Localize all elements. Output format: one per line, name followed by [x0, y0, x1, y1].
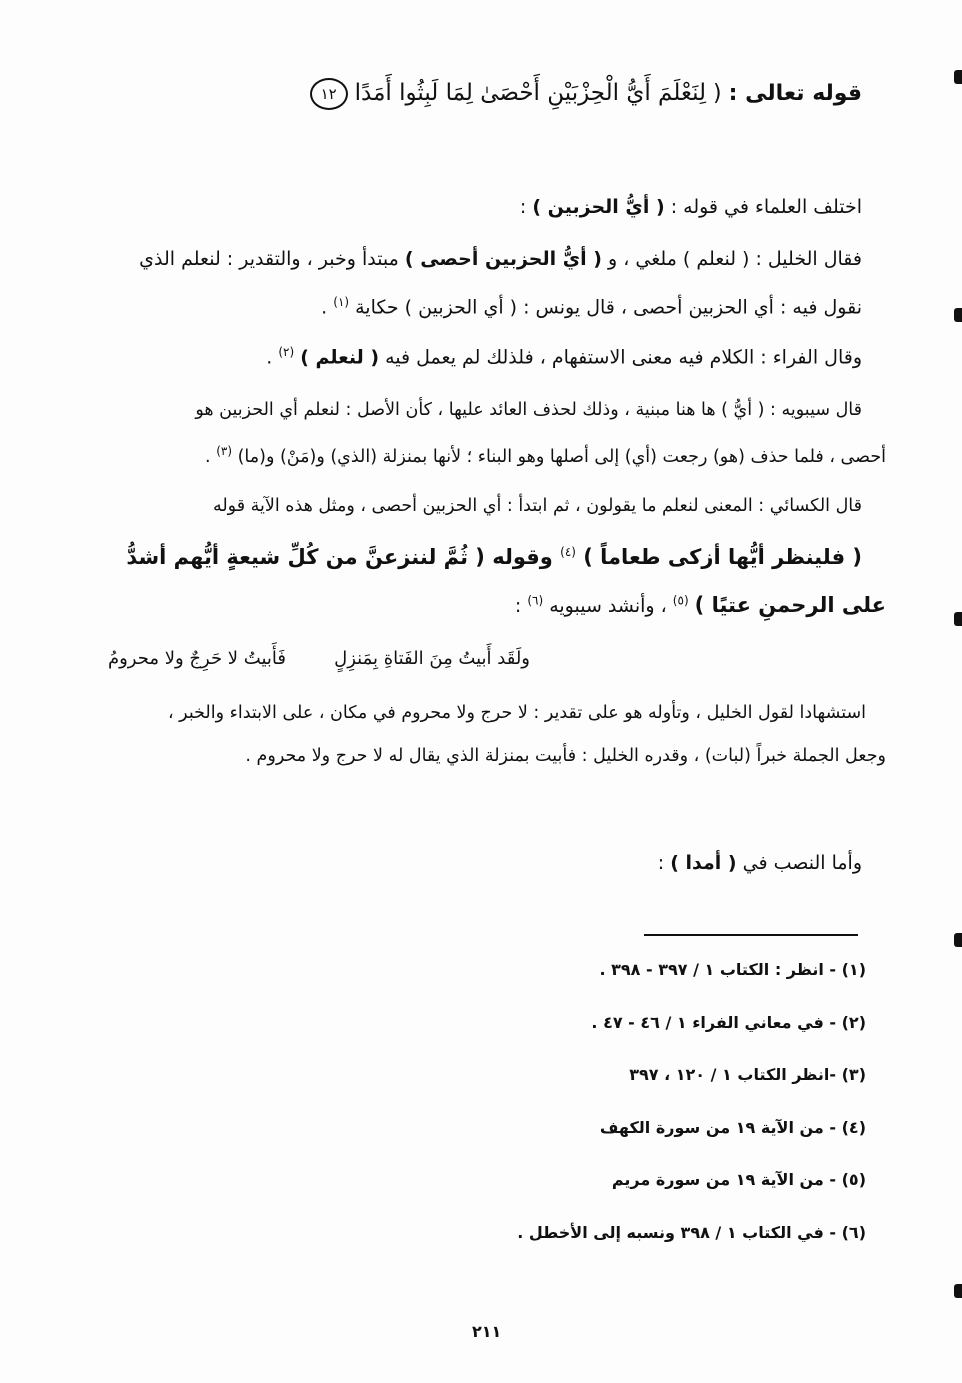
punctuation: :	[657, 852, 665, 874]
quoted-verse: ( فلينظر أيُّها أزكى طعاماً )	[583, 545, 862, 569]
footnote-ref: (٦)	[527, 593, 544, 608]
paragraph-3	[266, 345, 862, 368]
text-segment: وقوله	[492, 545, 553, 569]
text-segment: مبتدأ وخبر ، والتقدير : لنعلم الذي	[139, 248, 399, 270]
text-segment: استشهادا لقول الخليل ، وتأوله هو على تقدير : لا حرج ولا محروم في مكان ، على الابتداء والخبر ،	[167, 703, 866, 723]
footnote-number: (٦)	[841, 1223, 866, 1242]
footnote-ref: (٥)	[672, 593, 689, 608]
scan-edge-mark	[954, 612, 962, 626]
paragraph-6-line-1	[168, 703, 866, 723]
quoted-verse: على الرحمنِ عتيًا )	[694, 593, 886, 617]
text-segment: قال سيبويه : ( أيُّ ) ها هنا مبنية ، وذلك لحذف العائد عليها ، كأن الأصل : لنعلم أي الحزبين هو	[195, 400, 862, 420]
poem-first-hemistich	[334, 648, 530, 669]
paragraph-5-line-1	[213, 496, 862, 516]
footnote-text: - انظر : الكتاب ١ / ٣٩٧ - ٣٩٨ .	[599, 960, 837, 979]
paragraph-2-line-2	[321, 295, 862, 318]
text-segment: أحصى ، فلما حذف (هو) رجعت (أي) إلى أصلها وهو البناء ؛ لأنها بمنزلة (الذي) و(مَنْ) و(ما)	[237, 446, 886, 467]
punctuation: .	[266, 346, 273, 369]
footnote-text: - من الآية ١٩ من سورة الكهف	[599, 1118, 837, 1137]
footnote-number: (٢)	[841, 1013, 866, 1032]
verse-open-paren: (	[713, 81, 722, 106]
scan-edge-mark	[954, 70, 962, 84]
paragraph-4-line-1	[195, 400, 862, 420]
footnote-ref: (٣)	[216, 444, 233, 458]
page-number: ٢١١	[472, 1322, 502, 1341]
punctuation: :	[514, 595, 522, 617]
text-segment: فقال الخليل : ( لنعلم ) ملغي ، و	[608, 248, 862, 270]
poem-second-hemistich	[108, 648, 286, 669]
punctuation: :	[519, 196, 527, 218]
paragraph-6-line-2	[245, 746, 886, 766]
paragraph-5-line-2	[126, 545, 862, 569]
quoted-phrase: ( أيُّ الحزبين أحصى )	[404, 248, 602, 270]
scan-edge-mark	[954, 933, 962, 947]
footnote-ref: (١)	[333, 295, 350, 309]
footnote-2	[591, 1013, 866, 1032]
paragraph-1-text: اختلف العلماء في قوله :	[670, 196, 862, 218]
text-segment: وقال الفراء : الكلام فيه معنى الاستفهام ، فلذلك لم يعمل فيه	[385, 346, 862, 369]
text-segment: وأما النصب في	[742, 852, 862, 874]
scan-edge-mark	[954, 1284, 962, 1298]
quoted-verse: ( ثُمَّ لننزعنَّ من كُلِّ شيعةٍ أيُّهم أشدُّ	[126, 545, 485, 569]
footnote-4	[600, 1118, 866, 1137]
quoted-phrase: ( أيُّ الحزبين )	[532, 196, 665, 218]
footnote-1	[599, 960, 866, 979]
paragraph-2-line-1	[139, 248, 862, 270]
text-segment: قال الكسائي : المعنى لنعلم ما يقولون ، ثم ابتدأ : أي الحزبين أحصى ، ومثل هذه الآية قوله	[212, 496, 862, 516]
text-segment: وجعل الجملة خبراً (لبات) ، وقدره الخليل : فأبيت بمنزلة الذي يقال له لا حرج ولا محروم .	[245, 746, 886, 766]
quoted-phrase: ( أمدا )	[670, 852, 737, 874]
footnote-number: (١)	[841, 960, 866, 979]
footnote-text: - في الكتاب ١ / ٣٩٨ ونسبه إلى الأخطل .	[517, 1223, 837, 1242]
punctuation: .	[205, 446, 211, 467]
text-segment: ، وأنشد سيبويه	[549, 595, 667, 617]
paragraph-1	[520, 196, 862, 218]
poem-text: ولَقَد أَبيتُ مِنَ الفَتاةِ بِمَنزِلٍ	[334, 648, 530, 669]
footnote-text: - من الآية ١٩ من سورة مريم	[611, 1170, 837, 1189]
verse-text: لِنَعْلَمَ أَيُّ الْحِزْبَيْنِ أَحْصَىٰ لِمَا لَبِثُوا أَمَدًا	[354, 80, 707, 106]
verse-intro: قوله تعالى :	[728, 81, 862, 106]
footnote-ref: (٤)	[560, 545, 576, 559]
footnote-5	[612, 1170, 866, 1189]
footnote-3	[629, 1065, 866, 1084]
text-segment: نقول فيه : أي الحزبين أحصى ، قال يونس : ( أي الحزبين ) حكاية	[355, 296, 862, 319]
footnote-text: - في معاني الفراء ١ / ٤٦ - ٤٧ .	[591, 1013, 837, 1032]
paragraph-7	[658, 852, 862, 874]
scan-edge-mark	[954, 308, 962, 322]
footnote-separator	[644, 934, 858, 936]
footnote-ref: (٢)	[278, 345, 295, 359]
footnote-number: (٥)	[841, 1170, 866, 1189]
punctuation: .	[321, 296, 328, 319]
poem-text: فَأَبيتُ لا حَرِجٌ ولا محرومُ	[107, 648, 286, 669]
footnote-6	[517, 1223, 866, 1242]
quoted-phrase: ( لنعلم )	[300, 346, 380, 369]
paragraph-5-line-3	[515, 593, 886, 617]
ayah-number-marker: ١٢	[310, 78, 348, 110]
paragraph-4-line-2	[205, 444, 886, 467]
footnote-text: -انظر الكتاب ١ / ١٢٠ ، ٣٩٧	[629, 1065, 837, 1084]
footnote-number: (٤)	[841, 1118, 866, 1137]
verse-line	[304, 78, 862, 110]
footnote-number: (٣)	[841, 1065, 866, 1084]
